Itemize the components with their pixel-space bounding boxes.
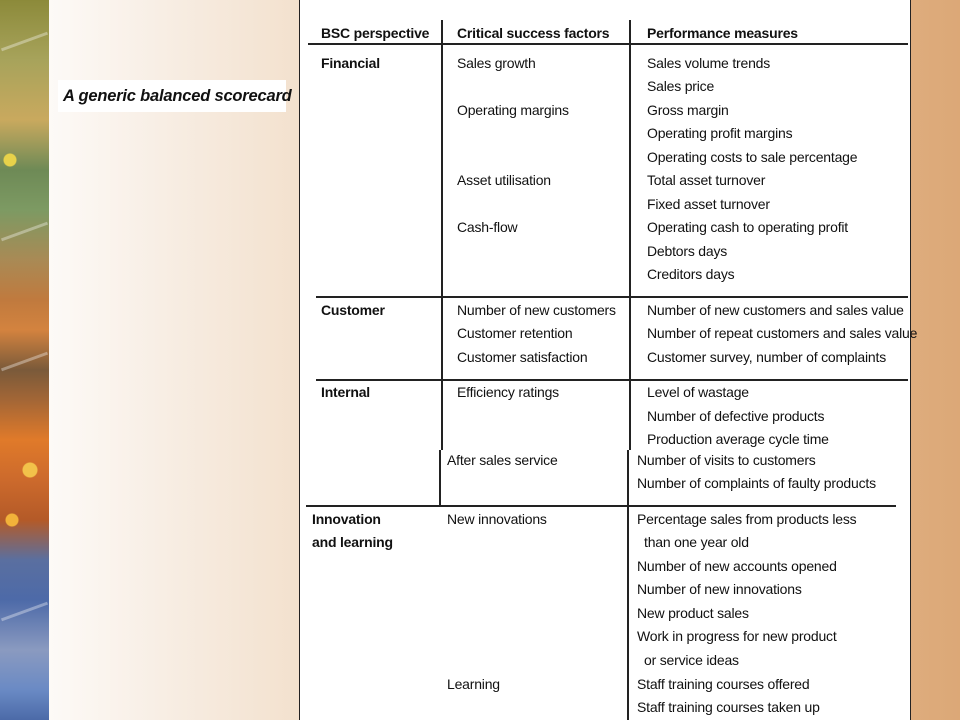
- perspective-customer: Customer: [321, 302, 385, 318]
- measure-item: Operating profit margins: [647, 125, 793, 141]
- factor-item: Cash-flow: [457, 219, 518, 235]
- factor-item: Customer satisfaction: [457, 349, 588, 365]
- measure-item: Total asset turnover: [647, 172, 766, 188]
- column-divider: [627, 450, 629, 720]
- slide-title: A generic balanced scorecard: [63, 86, 292, 105]
- measure-item: Number of repeat customers and sales value: [647, 325, 918, 341]
- measure-item: Number of new innovations: [637, 581, 802, 597]
- column-divider: [439, 450, 441, 505]
- measure-item: Production average cycle time: [647, 431, 829, 447]
- measure-item: Number of visits to customers: [637, 452, 816, 468]
- measure-item: Number of new customers and sales value: [647, 302, 904, 318]
- factor-item: Efficiency ratings: [457, 384, 559, 400]
- column-divider: [441, 20, 443, 450]
- scorecard-table: [299, 0, 918, 720]
- measure-item: or service ideas: [644, 652, 739, 668]
- measure-item: than one year old: [644, 534, 749, 550]
- measure-item: Work in progress for new product: [637, 628, 837, 644]
- factor-item: Number of new customers: [457, 302, 616, 318]
- measure-item: New product sales: [637, 605, 749, 621]
- factor-item: Customer retention: [457, 325, 573, 341]
- factor-item: Operating margins: [457, 102, 569, 118]
- factor-item: Learning: [447, 676, 500, 692]
- slide-title-box: [58, 80, 292, 112]
- measure-item: Level of wastage: [647, 384, 749, 400]
- header-measures: Performance measures: [647, 25, 798, 41]
- factor-item: New innovations: [447, 511, 547, 527]
- measure-item: Staff training courses offered: [637, 676, 810, 692]
- perspective-financial: Financial: [321, 55, 380, 71]
- column-divider: [629, 20, 631, 450]
- measure-item: Staff training courses taken up: [637, 699, 820, 715]
- measure-item: Debtors days: [647, 243, 728, 259]
- header-rule: [308, 43, 908, 45]
- header-perspective: BSC perspective: [321, 25, 430, 41]
- section-rule: [316, 296, 908, 298]
- measure-item: Fixed asset turnover: [647, 196, 770, 212]
- measure-item: Operating cash to operating profit: [647, 219, 848, 235]
- factor-item: After sales service: [447, 452, 558, 468]
- measure-item: Sales volume trends: [647, 55, 771, 71]
- measure-item: Customer survey, number of complaints: [647, 349, 886, 365]
- measure-item: Percentage sales from products less: [637, 511, 857, 527]
- measure-item: Number of new accounts opened: [637, 558, 837, 574]
- perspective-internal: Internal: [321, 384, 370, 400]
- section-rule: [306, 505, 896, 507]
- section-rule: [316, 379, 908, 381]
- measure-item: Operating costs to sale percentage: [647, 149, 858, 165]
- measure-item: Sales price: [647, 78, 715, 94]
- measure-item: Number of defective products: [647, 408, 825, 424]
- factor-item: Asset utilisation: [457, 172, 551, 188]
- measure-item: Number of complaints of faulty products: [637, 475, 876, 491]
- header-factors: Critical success factors: [457, 25, 610, 41]
- factor-item: Sales growth: [457, 55, 536, 71]
- perspective-innovation-line2: and learning: [312, 534, 393, 550]
- perspective-innovation: Innovation: [312, 511, 381, 527]
- measure-item: Gross margin: [647, 102, 729, 118]
- banknote-collage: [0, 0, 49, 720]
- measure-item: Creditors days: [647, 266, 735, 282]
